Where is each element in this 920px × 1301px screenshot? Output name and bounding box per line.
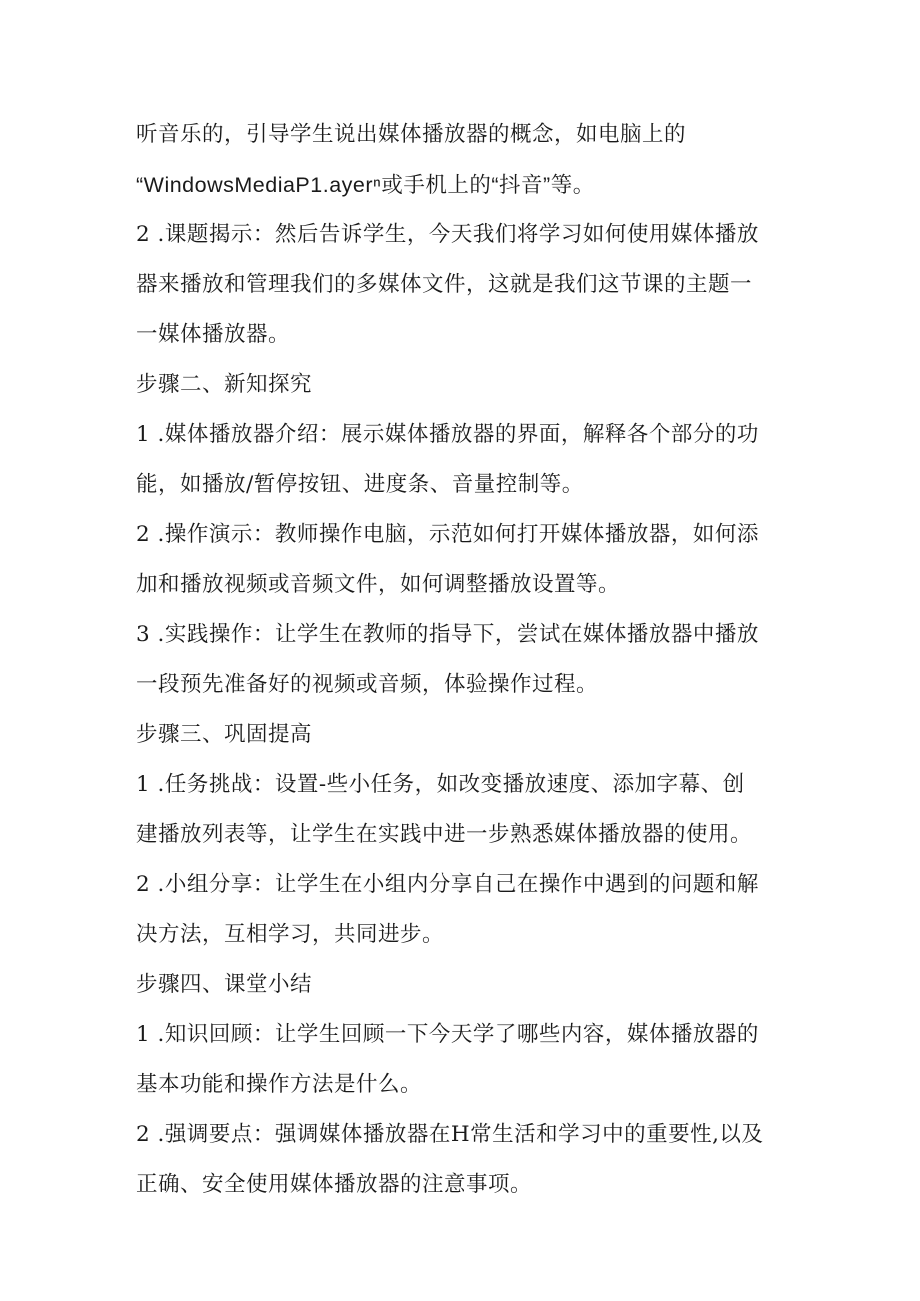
paragraph-line: “WindowsMediaP1.ayerⁿ或手机上的“抖音”等。 bbox=[136, 173, 595, 197]
list-item-line: 决方法，互相学习，共同进步。 bbox=[136, 922, 445, 947]
section-heading: 步骤四、课堂小结 bbox=[136, 972, 313, 997]
section-heading: 步骤二、新知探究 bbox=[136, 372, 313, 397]
document-body bbox=[136, 110, 796, 1210]
list-item-line: 2 .课题揭示：然后告诉学生，今天我们将学习如何使用媒体播放 bbox=[136, 222, 759, 247]
list-item-line: 器来播放和管理我们的多媒体文件，这就是我们这节课的主题一 bbox=[136, 272, 753, 297]
paragraph-line: 听音乐的，引导学生说出媒体播放器的概念，如电脑上的 bbox=[136, 122, 687, 147]
list-item-line: 一媒体播放器。 bbox=[136, 322, 291, 347]
list-item-line: 2 .强调要点：强调媒体播放器在H常生活和学习中的重要性,以及 bbox=[136, 1122, 764, 1147]
list-item-line: 3 .实践操作：让学生在教师的指导下，尝试在媒体播放器中播放 bbox=[136, 622, 759, 647]
list-item-line: 建播放列表等，让学生在实践中进一步熟悉媒体播放器的使用。 bbox=[136, 822, 753, 847]
list-item-line: 1 .媒体播放器介绍：展示媒体播放器的界面，解释各个部分的功 bbox=[136, 422, 759, 447]
list-item-line: 能，如播放/暂停按钮、进度条、音量控制等。 bbox=[136, 472, 584, 497]
list-item-line: 2 .操作演示：教师操作电脑，示范如何打开媒体播放器，如何添 bbox=[136, 522, 759, 547]
section-heading: 步骤三、巩固提高 bbox=[136, 722, 313, 747]
list-item-line: 1 .知识回顾：让学生回顾一下今天学了哪些内容，媒体播放器的 bbox=[136, 1022, 759, 1047]
list-item-line: 一段预先准备好的视频或音频，体验操作过程。 bbox=[136, 672, 599, 697]
list-item-line: 2 .小组分享：让学生在小组内分享自己在操作中遇到的问题和解 bbox=[136, 872, 759, 897]
list-item-line: 正确、安全使用媒体播放器的注意事项。 bbox=[136, 1172, 533, 1197]
list-item-line: 基本功能和操作方法是什么。 bbox=[136, 1072, 423, 1097]
list-item-line: 加和播放视频或音频文件，如何调整播放设置等。 bbox=[136, 572, 621, 597]
list-item-line: 1 .任务挑战：设置-些小任务，如改变播放速度、添加字幕、创 bbox=[136, 772, 745, 797]
